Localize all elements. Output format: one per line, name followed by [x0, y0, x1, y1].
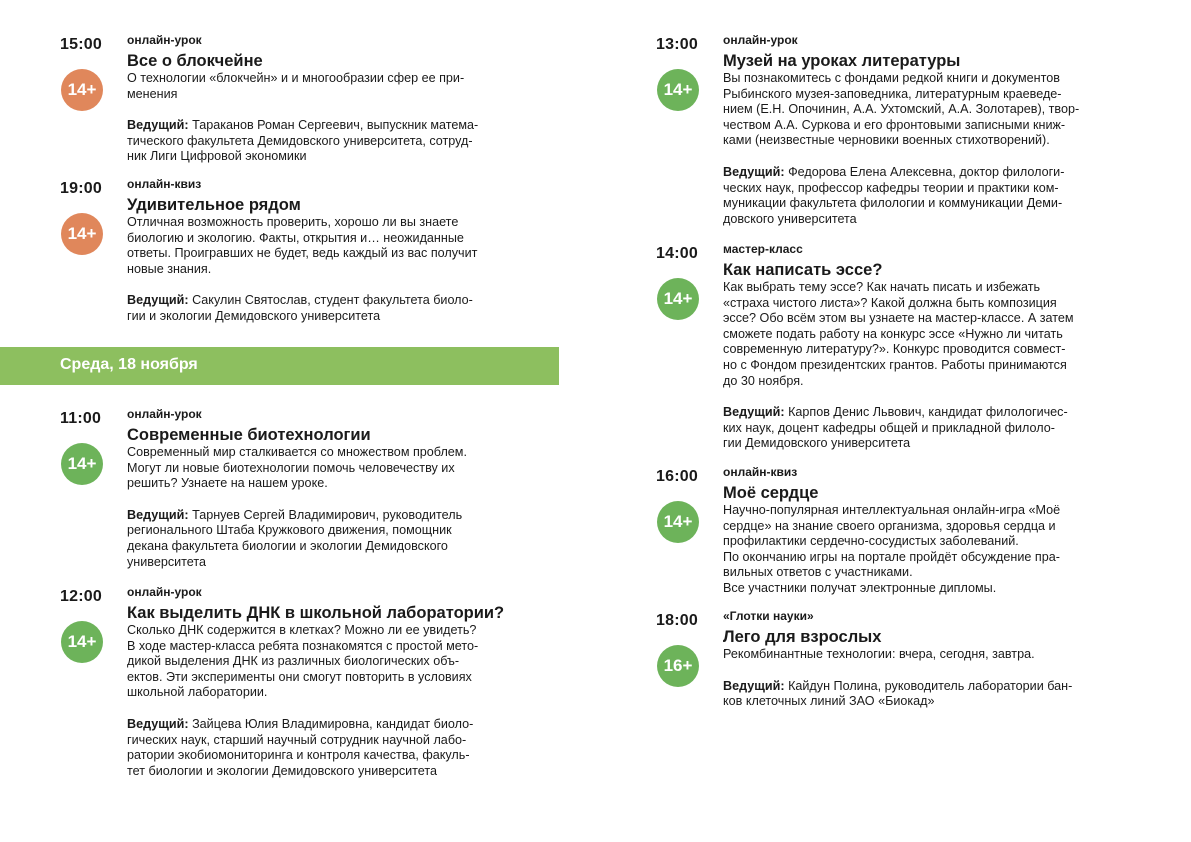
event-title: Как выделить ДНК в школьной лаборатории?	[127, 604, 505, 622]
event-content	[723, 465, 1143, 597]
day-header-band	[0, 347, 559, 385]
age-rating-badge: 14+	[61, 69, 103, 111]
event-description: Научно-популярная интеллектуальная онлайн-игра «Моё сердце» на знание своего организма, здоровья сердца и профилактики сердечно-сосудистых заболеваний. По окончанию игры на портале пройдёт обсуждение пра- вильных ответов с участниками. Все участники получат электронные дипломы.	[723, 503, 1061, 595]
event-description: Сколько ДНК содержится в клетках? Можно ли ее увидеть? В ходе мастер-класса ребята познакомятся с простой мето- дикой выделения ДНК из различных биологических объ- ектов. Эти эксперименты они смогут повторить в условиях школьной лаборатории.	[127, 623, 479, 700]
event-description: Рекомбинантные технологии: вчера, сегодня, завтра.	[723, 647, 1035, 661]
event-title: Все о блокчейне	[127, 52, 263, 70]
event-title: Моё сердце	[723, 484, 819, 502]
event-type: онлайн-урок	[723, 33, 798, 47]
event-content	[723, 242, 1143, 452]
event-content	[723, 33, 1143, 227]
event-description: Отличная возможность проверить, хорошо ли вы знаете биологию и экологию. Факты, открытия и… неожиданные ответы. Проигравших не будет, ведь каждый из вас получит новые знания.	[127, 215, 478, 276]
event-time: 18:00	[656, 612, 698, 629]
event-title: Лего для взрослых	[723, 628, 882, 646]
host-label: Ведущий:	[127, 716, 189, 731]
event-time: 14:00	[656, 245, 698, 262]
event-host	[723, 405, 1143, 452]
host-name: Карпов Денис Львович, кандидат филологичес- ких наук, доцент кафедры общей и прикладной филоло- гии Демидовского университета	[723, 405, 1068, 451]
event-content	[127, 177, 547, 325]
age-rating-badge: 14+	[657, 501, 699, 543]
age-rating-badge: 16+	[657, 645, 699, 687]
event-content	[723, 609, 1143, 710]
host-name: Сакулин Святослав, студент факультета биоло- гии и экологии Демидовского университета	[127, 293, 473, 323]
host-label: Ведущий:	[127, 118, 189, 133]
event-type: онлайн-квиз	[127, 177, 202, 191]
event-type: онлайн-урок	[127, 33, 202, 47]
host-name: Кайдун Полина, руководитель лаборатории бан- ков клеточных линий ЗАО «Биокад»	[723, 678, 1073, 709]
age-rating-badge: 14+	[657, 69, 699, 111]
event-host	[127, 717, 547, 779]
event-type: онлайн-квиз	[723, 465, 798, 479]
host-name: Тарнуев Сергей Владимирович, руководитель регионального Штаба Кружкового движения, помощник декана факультета биологии и экологии Демидовского университета	[127, 507, 463, 569]
event-description: О технологии «блокчейн» и и многообразии сфер ее при- менения	[127, 71, 465, 101]
event-host	[723, 165, 1143, 227]
event-time: 11:00	[60, 410, 102, 427]
event-content	[127, 33, 547, 165]
host-label: Ведущий:	[723, 678, 785, 693]
event-host	[127, 508, 547, 570]
host-name: Федорова Елена Алексевна, доктор филологи- ческих наук, профессор кафедры теории и практики ком- муникации факультета филологии и коммуникации Деми- довского университета	[723, 164, 1065, 226]
host-label: Ведущий:	[127, 507, 189, 522]
event-type: «Глотки науки»	[723, 609, 814, 623]
event-time: 15:00	[60, 36, 102, 53]
event-time: 13:00	[656, 36, 698, 53]
event-description: Современный мир сталкивается со множеством проблем. Могут ли новые биотехнологии помочь человечеству их решить? Узнаете на нашем уроке.	[127, 445, 467, 491]
event-type: онлайн-урок	[127, 407, 202, 421]
host-name: Тараканов Роман Сергеевич, выпускник матема- тического факультета Демидовского университета, сотруд- ник Лиги Цифровой экономики	[127, 118, 479, 164]
event-time: 12:00	[60, 588, 102, 605]
age-rating-badge: 14+	[61, 213, 103, 255]
age-rating-badge: 14+	[61, 443, 103, 485]
age-rating-badge: 14+	[61, 621, 103, 663]
event-title: Современные биотехнологии	[127, 426, 371, 444]
event-time: 16:00	[656, 468, 698, 485]
event-host	[127, 293, 547, 324]
event-time: 19:00	[60, 180, 102, 197]
event-description: Как выбрать тему эссе? Как начать писать и избежать «страха чистого листа»? Какой должна быть композиция эссе? Обо всём этом вы узнаете на мастер-классе. А затем сможете подать работу на конкурс эссе «Нужно ли читать современную литературу?». Конкурс проводится совмест- но с Фондом президентских грантов. Работы принимаются до 30 ноября.	[723, 280, 1074, 388]
event-type: мастер-класс	[723, 242, 803, 256]
host-name: Зайцева Юлия Владимировна, кандидат биоло- гических наук, старший научный сотрудник научной лабо- ратории экобиомониторинга и контроля качества, факуль- тет биологии и экологии Демидовского университета	[127, 716, 474, 778]
event-title: Музей на уроках литературы	[723, 52, 961, 70]
event-title: Как написать эссе?	[723, 261, 883, 279]
host-label: Ведущий:	[723, 405, 785, 420]
age-rating-badge: 14+	[657, 278, 699, 320]
host-label: Ведущий:	[127, 293, 189, 308]
host-label: Ведущий:	[723, 164, 785, 179]
event-title: Удивительное рядом	[127, 196, 301, 214]
day-header-text: Среда, 18 ноября	[60, 356, 198, 373]
event-type: онлайн-урок	[127, 585, 202, 599]
event-content	[127, 585, 547, 779]
event-content	[127, 407, 547, 570]
event-host	[127, 118, 547, 165]
event-host	[723, 679, 1143, 710]
event-description: Вы познакомитесь с фондами редкой книги и документов Рыбинского музея-заповедника, литературным краеведе- нием (Е.Н. Опочинин, А.А. Ухтомский, А.А. Золотарев), твор- чеством А.А. Суркова и его фронтовыми записными книж- ками (неизвестные черновики военных стихотворений).	[723, 71, 1080, 148]
